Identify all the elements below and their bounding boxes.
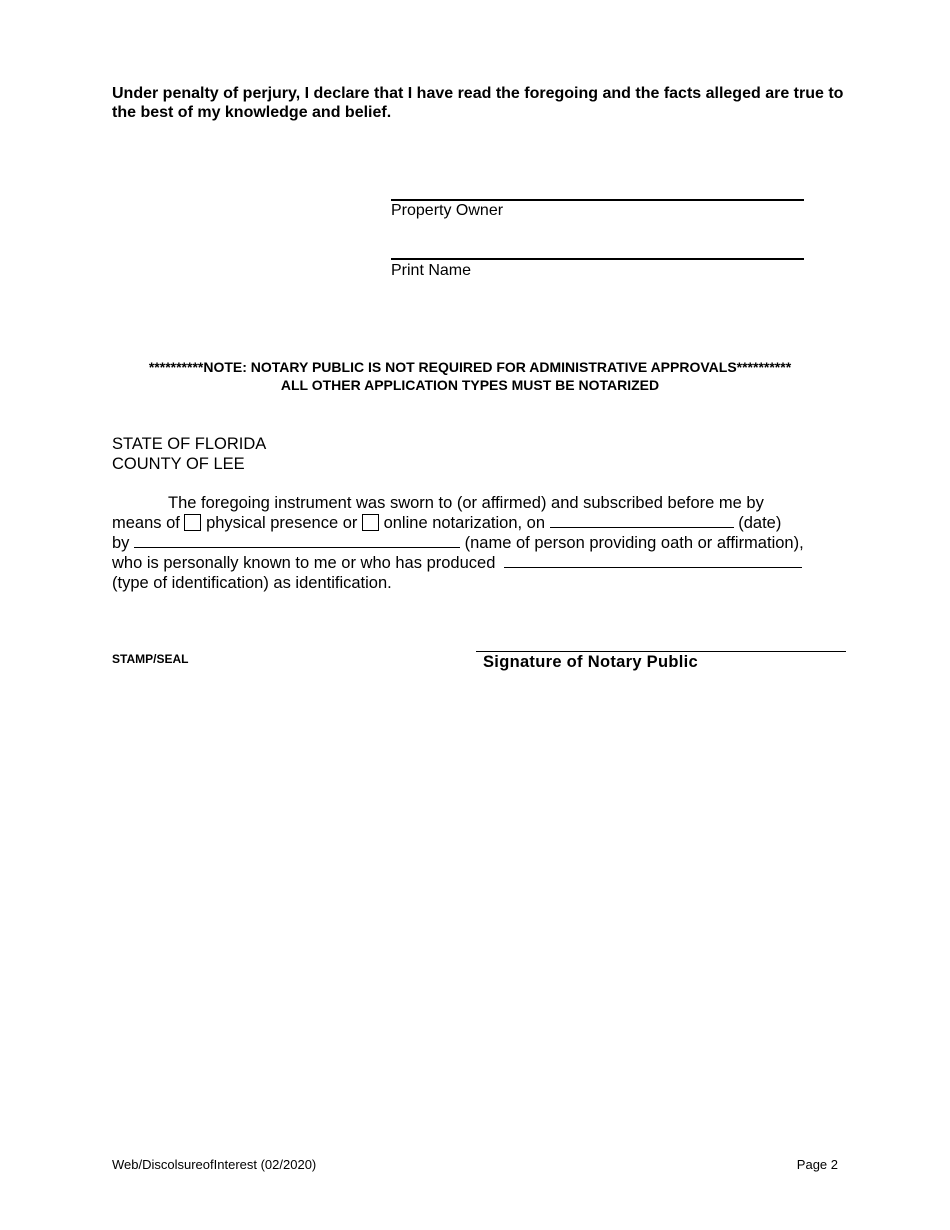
notary-note-line2: ALL OTHER APPLICATION TYPES MUST BE NOTARIZED (280, 377, 660, 393)
online-notarization-checkbox[interactable] (362, 514, 379, 531)
notary-line-4: who is personally known to me or who has produced (112, 553, 842, 573)
notary-signature-label: Signature of Notary Public (483, 653, 698, 671)
physical-presence-checkbox[interactable] (184, 514, 201, 531)
print-name-label: Print Name (391, 262, 472, 279)
perjury-declaration: Under penalty of perjury, I declare that I have read the foregoing and the facts alleged are true to the best of my knowledge and belief. (112, 85, 844, 121)
affiant-name-blank[interactable] (134, 533, 460, 548)
property-owner-signature-line[interactable] (391, 199, 804, 201)
notary-line-3: by (name of person providing oath or affirmation), (112, 534, 804, 552)
stamp-seal-label: STAMP/SEAL (112, 652, 189, 666)
property-owner-label: Property Owner (391, 202, 504, 219)
notary-line-5: (type of identification) as identification. (112, 574, 392, 592)
date-blank[interactable] (550, 513, 734, 528)
notary-note-line1: **********NOTE: NOTARY PUBLIC IS NOT REQUIRED FOR ADMINISTRATIVE APPROVALS********** (148, 359, 792, 375)
footer-form-id: Web/DiscolsureofInterest (02/2020) (112, 1157, 317, 1172)
notary-line-2: means of physical presence or online notarization, on (date) (112, 514, 782, 532)
county-label: COUNTY OF LEE (112, 455, 245, 473)
state-label: STATE OF FLORIDA (112, 435, 267, 453)
print-name-line[interactable] (391, 258, 804, 260)
notary-signature-line[interactable] (476, 651, 846, 652)
notary-paragraph (112, 493, 842, 593)
notary-line-1: The foregoing instrument was sworn to (or affirmed) and subscribed before me by (168, 494, 764, 512)
footer-page-number: Page 2 (796, 1157, 838, 1172)
identification-blank[interactable] (504, 553, 802, 568)
